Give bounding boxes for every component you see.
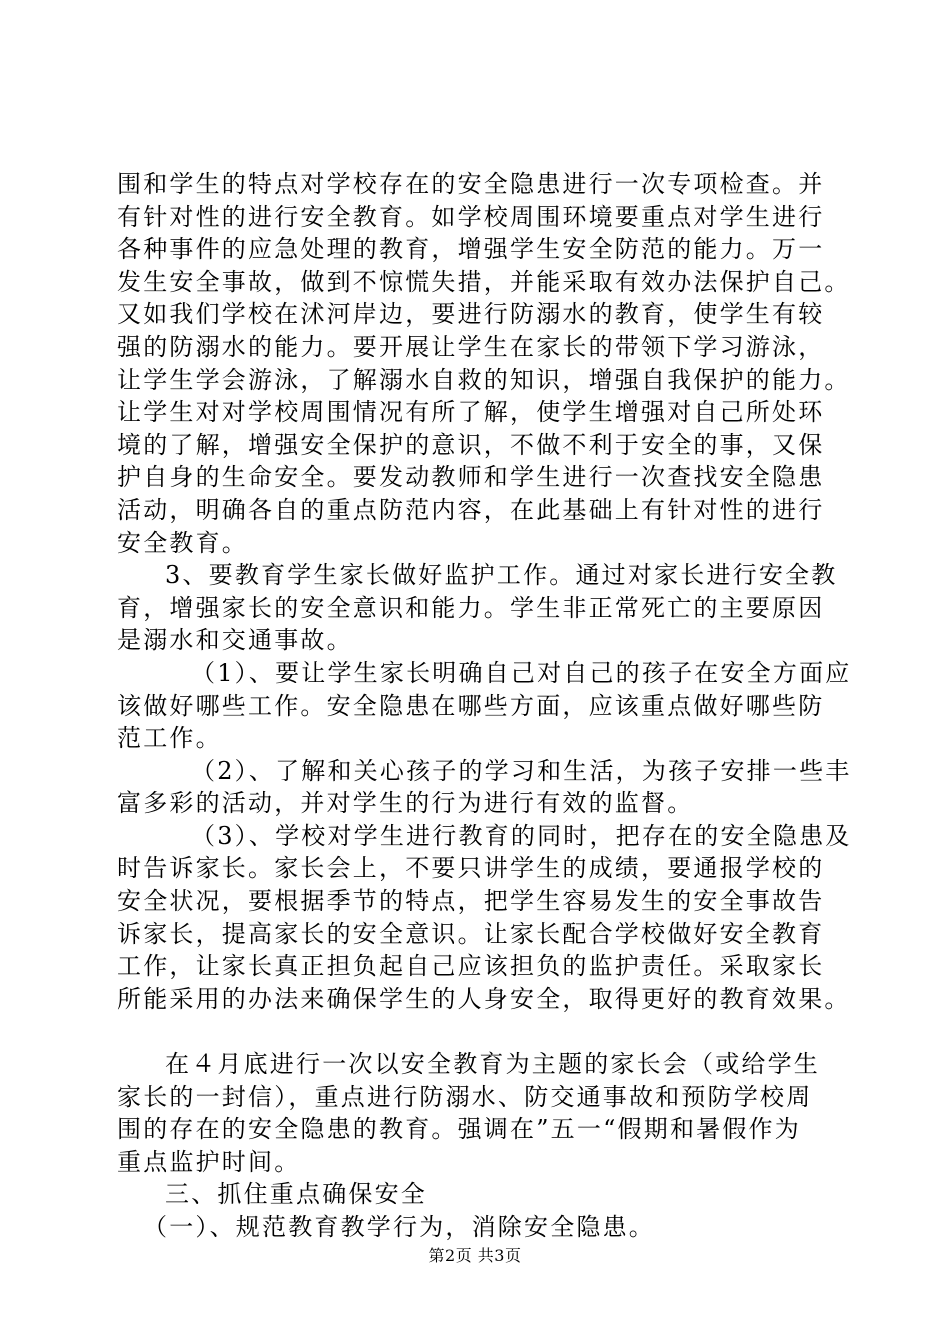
text-line: 该做好哪些工作。安全隐患在哪些方面，应该重点做好哪些防 [117, 691, 825, 720]
paragraph-start: （3）、学校对学生进行教育的同时，把存在的安全隐患及 [191, 821, 852, 850]
text-line: 境的了解，增强安全保护的意识，不做不利于安全的事，又保 [117, 430, 825, 459]
text-line: 时告诉家长。家长会上，不要只讲学生的成绩，要通报学校的 [117, 854, 825, 883]
text-line: 围的存在的安全隐患的教育。强调在”五一“假期和暑假作为 [117, 1115, 801, 1144]
text-line: 又如我们学校在沭河岸边，要进行防溺水的教育，使学生有较 [117, 300, 825, 329]
paragraph-start: 在４月底进行一次以安全教育为主题的家长会（或给学生 [165, 1050, 820, 1079]
text-line: 护自身的生命安全。要发动教师和学生进行一次查找安全隐患 [117, 463, 825, 492]
text-line: 活动，明确各自的重点防范内容，在此基础上有针对性的进行 [117, 495, 825, 524]
text-line: 让学生对对学校周围情况有所了解，使学生增强对自己所处环 [117, 398, 825, 427]
text-line: 强的防溺水的能力。要开展让学生在家长的带领下学习游泳， [117, 332, 825, 361]
section-heading: 三、抓住重点确保安全 [165, 1180, 427, 1209]
text-line: 安全状况，要根据季节的特点，把学生容易发生的安全事故告 [117, 887, 825, 916]
text-line: 所能采用的办法来确保学生的人身安全，取得更好的教育效果。 [117, 984, 851, 1013]
paragraph-start: （2）、了解和关心孩子的学习和生活，为孩子安排一些丰 [191, 756, 852, 785]
paragraph-start: （1）、要让学生家长明确自己对自己的孩子在安全方面应 [191, 658, 852, 687]
paragraph-gap [117, 1015, 857, 1048]
document-body [117, 168, 857, 1244]
text-line: 围和学生的特点对学校存在的安全隐患进行一次专项检查。并 [117, 170, 825, 198]
text-line: 范工作。 [117, 724, 222, 753]
text-line: 有针对性的进行安全教育。如学校周围环境要重点对学生进行 [117, 202, 825, 231]
subsection-heading: （一）、规范教育教学行为，消除安全隐患。 [143, 1213, 655, 1241]
text-line: 育，增强家长的安全意识和能力。学生非正常死亡的主要原因 [117, 593, 825, 622]
text-line: 安全教育。 [117, 528, 248, 557]
text-line: 诉家长，提高家长的安全意识。让家长配合学校做好安全教育 [117, 919, 825, 948]
page-number-footer: 第2页 共3页 [428, 1246, 522, 1265]
text-line: 家长的一封信），重点进行防溺水、防交通事故和预防学校周 [117, 1082, 813, 1111]
text-line: 发生安全事故，做到不惊慌失措，并能采取有效办法保护自己。 [117, 267, 851, 296]
text-line: 重点监护时间。 [117, 1147, 301, 1176]
text-line: 富多彩的活动，并对学生的行为进行有效的监督。 [117, 789, 694, 818]
text-line: 是溺水和交通事故。 [117, 626, 353, 655]
text-line: 让学生学会游泳，了解溺水自救的知识，增强自我保护的能力。 [117, 365, 851, 394]
text-line: 工作，让家长真正担负起自己应该担负的监护责任。采取家长 [117, 952, 825, 981]
text-line: 各种事件的应急处理的教育，增强学生安全防范的能力。万一 [117, 235, 825, 264]
paragraph-start: 3、要教育学生家长做好监护工作。通过对家长进行安全教 [165, 561, 838, 590]
